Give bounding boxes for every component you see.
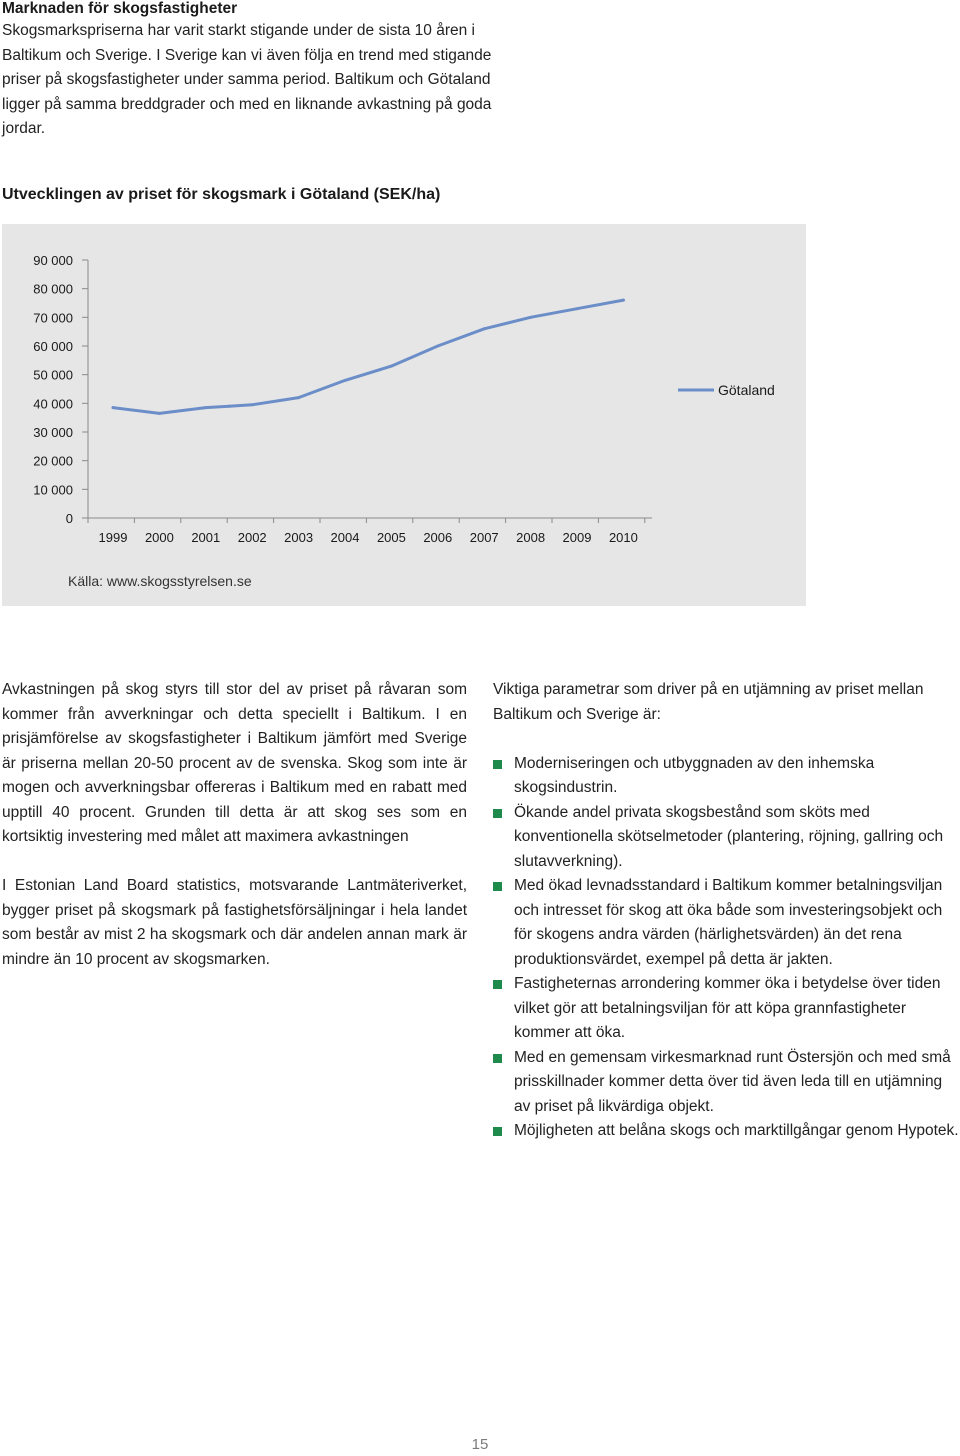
list-item xyxy=(493,972,960,1046)
list-item xyxy=(493,752,960,801)
y-tick-label: 30 000 xyxy=(33,425,73,440)
y-tick-label: 10 000 xyxy=(33,482,73,498)
intro-paragraph: Skogsmarkspriserna har varit starkt stigande under de sista 10 åren i Baltikum och Sverige. I Sverige kan vi även följa en trend med stigande priser på skogsfastigheter under samma period. Baltikum och Götaland ligger på samma breddgrader och med en liknande avkastning på goda jordar. xyxy=(2,22,492,137)
list-item-text: Möjligheten att belåna skogs och marktillgångar genom Hypotek. xyxy=(514,1122,959,1139)
list-item xyxy=(493,1046,960,1120)
chart-source: Källa: www.skogsstyrelsen.se xyxy=(68,573,252,589)
data-point xyxy=(622,299,625,302)
data-point xyxy=(158,412,161,415)
y-tick-label: 20 000 xyxy=(33,453,73,469)
body-paragraph-1: Avkastningen på skog styrs till stor del av priset på råvaran som kommer från avverkningar och detta speciellt i Baltikum. I en prisjämförelse av skogsfastigheter i Baltikum jämfört med Sverige är priserna mellan 20-50 procent av de svenska. Skog som inte är mogen och avverkningsbar offereras i Baltikum med en rabatt med upptill 40 procent. Grunden till detta är att skog ses som en kortsiktig investering med målet att maximera avkastningen xyxy=(2,681,467,845)
left-column xyxy=(2,678,467,972)
series-line-gotaland xyxy=(113,300,623,413)
y-tick-label: 80 000 xyxy=(33,281,73,297)
data-point xyxy=(228,405,231,408)
x-tick-label: 2001 xyxy=(191,530,221,545)
y-tick-label: 50 000 xyxy=(33,367,73,383)
x-tick-label: 2007 xyxy=(469,530,499,545)
y-tick-label: 90 000 xyxy=(33,253,73,268)
data-point xyxy=(390,365,393,368)
data-point xyxy=(297,396,300,399)
square-bullet-icon xyxy=(493,1054,502,1063)
chart-panel xyxy=(2,224,806,606)
chart-title: Utvecklingen av priset för skogsmark i Götaland (SEK/ha) xyxy=(2,186,441,203)
data-point xyxy=(112,406,115,409)
x-tick-label: 2000 xyxy=(144,530,174,545)
list-item xyxy=(493,1119,960,1144)
data-point xyxy=(251,403,254,406)
y-tick-label: 40 000 xyxy=(33,396,73,412)
data-point xyxy=(576,307,579,310)
right-column xyxy=(493,678,960,1144)
square-bullet-icon xyxy=(493,882,502,891)
data-point xyxy=(204,406,207,409)
x-tick-label: 1999 xyxy=(98,530,128,545)
list-item-text: Ökande andel privata skogsbestånd som sköts med konventionella skötselmetoder (plantering, röjning, gallring och slutavverkning). xyxy=(514,803,944,870)
data-point xyxy=(483,327,486,330)
y-tick-label: 70 000 xyxy=(33,310,73,326)
intro-section xyxy=(2,0,492,142)
list-item-text: Med en gemensam virkesmarknad runt Östersjön och med små prisskillnader kommer detta över tid även leda till en utjämning av priset på likvärdiga objekt. xyxy=(514,1048,951,1115)
x-tick-label: 2003 xyxy=(284,530,314,545)
data-point xyxy=(529,316,532,319)
x-tick-label: 2002 xyxy=(237,530,267,545)
x-tick-label: 2009 xyxy=(562,530,592,545)
data-point xyxy=(344,379,347,382)
list-item-text: Fastigheternas arrondering kommer öka i betydelse över tiden vilket gör att betalningsviljan för att köpa grannfastigheter kommer att öka. xyxy=(514,975,941,1041)
price-line-chart xyxy=(2,224,806,606)
list-item-text: Med ökad levnadsstandard i Baltikum kommer betalningsviljan och intresset för skog att öka både som investeringsobjekt och för skogens andra värden (härlighetsvärden) än det rena produktionsvärdet, exempel på detta är jakten. xyxy=(514,877,943,968)
x-tick-label: 2008 xyxy=(516,530,546,545)
x-tick-label: 2004 xyxy=(330,530,360,545)
list-item xyxy=(493,801,960,875)
square-bullet-icon xyxy=(493,980,502,989)
y-tick-label: 0 xyxy=(65,511,73,526)
list-item-text: Moderniseringen och utbyggnaden av den inhemska skogsindustrin. xyxy=(514,754,875,796)
x-tick-label: 2005 xyxy=(376,530,406,545)
data-point xyxy=(181,409,184,412)
body-paragraph-2: I Estonian Land Board statistics, motsvarande Lantmäteriverket, bygger priset på skogsmark på fastighetsförsäljningar i hela landet som består av mist 2 ha skogsmark och där andelen annan mark är mindre än 10 procent av skogsmarken. xyxy=(2,877,467,968)
y-tick-label: 60 000 xyxy=(33,339,73,354)
legend-label: Götaland xyxy=(718,382,775,398)
x-tick-label: 2006 xyxy=(423,530,453,545)
list-item xyxy=(493,874,960,972)
square-bullet-icon xyxy=(493,1127,502,1136)
page-number: 15 xyxy=(471,1436,489,1453)
x-tick-label: 2010 xyxy=(608,530,638,545)
section-heading: Marknaden för skogsfastigheter xyxy=(2,0,238,17)
square-bullet-icon xyxy=(493,760,502,769)
data-point xyxy=(436,345,439,348)
square-bullet-icon xyxy=(493,809,502,818)
parameters-intro: Viktiga parametrar som driver på en utjämning av priset mellan Baltikum och Sverige är: xyxy=(493,681,924,723)
parameters-list xyxy=(493,752,960,1144)
